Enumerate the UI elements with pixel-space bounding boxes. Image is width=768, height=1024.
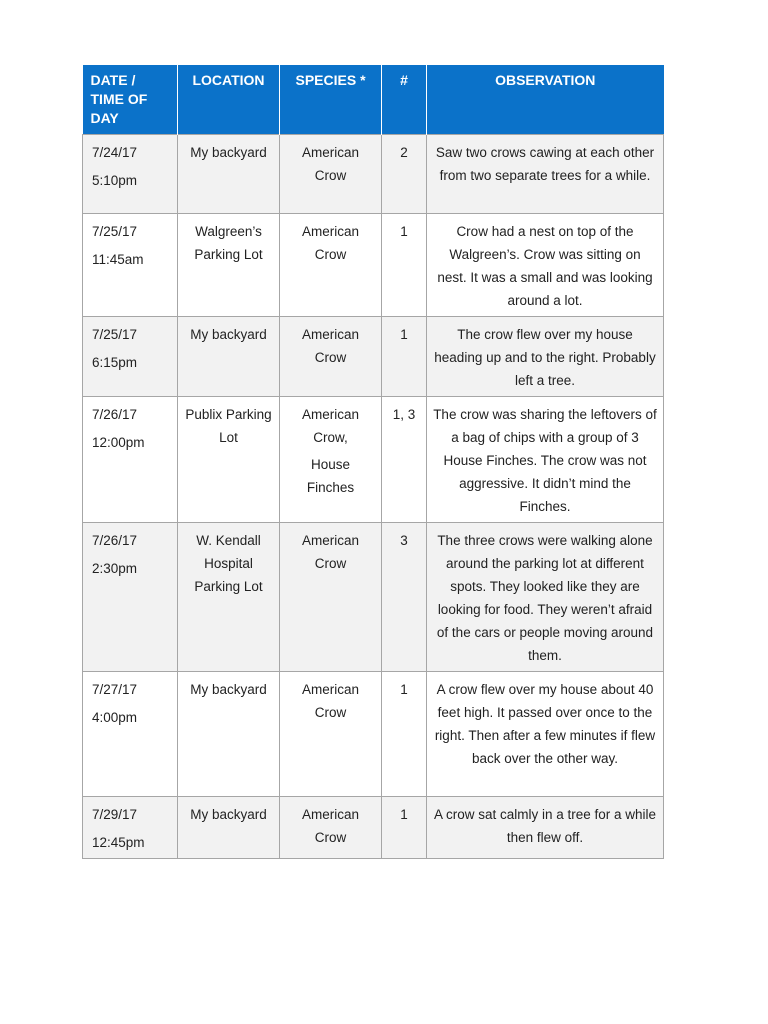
header-row — [83, 65, 664, 135]
time-text: 4:00pm — [92, 710, 138, 725]
species-cell — [280, 672, 382, 797]
time-text: 12:00pm — [92, 435, 145, 450]
date-text: 7/25/17 — [92, 224, 138, 239]
species-cell — [280, 397, 382, 523]
time-text: 11:45am — [92, 252, 144, 267]
date-time-cell — [83, 135, 178, 214]
date-text: 7/26/17 — [92, 533, 138, 548]
table-header — [83, 65, 664, 135]
observation-cell: Crow had a nest on top of the Walgreen’s. Crow was sitting on nest. It was a small and was looking around a lot. — [427, 214, 664, 317]
location-cell: Walgreen’s Parking Lot — [178, 214, 280, 317]
species-cell — [280, 317, 382, 397]
time-text: 12:45pm — [92, 835, 145, 850]
location-cell: My backyard — [178, 672, 280, 797]
date-time-cell — [83, 317, 178, 397]
table-row — [83, 317, 664, 397]
count-cell: 1 — [382, 214, 427, 317]
header-species: SPECIES * — [280, 65, 382, 135]
date-time-cell — [83, 672, 178, 797]
date-time-cell — [83, 397, 178, 523]
species-text: American Crow — [301, 145, 360, 183]
count-cell: 1 — [382, 317, 427, 397]
species-text: American Crow — [301, 224, 360, 262]
table-row — [83, 135, 664, 214]
time-text: 6:15pm — [92, 355, 138, 370]
date-time-cell — [83, 523, 178, 672]
date-text: 7/24/17 — [92, 145, 138, 160]
observation-cell: The crow was sharing the leftovers of a bag of chips with a group of 3 House Finches. The crow was not aggressive. It didn’t mind the Finches. — [427, 397, 664, 523]
species-text: American Crow — [301, 682, 360, 720]
species-text: House Finches — [306, 457, 355, 495]
observation-cell: Saw two crows cawing at each other from two separate trees for a while. — [427, 135, 664, 214]
observation-cell: A crow sat calmly in a tree for a while then flew off. — [427, 797, 664, 859]
date-text: 7/27/17 — [92, 682, 138, 697]
header-date-line-1: DATE / — [90, 72, 136, 88]
date-time-cell — [83, 797, 178, 859]
species-text: American Crow, — [301, 407, 360, 445]
observation-cell: The three crows were walking alone around the parking lot at different spots. They looked like they are looking for food. They weren’t afraid of the cars or people moving around them. — [427, 523, 664, 672]
table-row — [83, 214, 664, 317]
observation-cell: The crow flew over my house heading up and to the right. Probably left a tree. — [427, 317, 664, 397]
table-row — [83, 523, 664, 672]
location-cell: My backyard — [178, 317, 280, 397]
date-text: 7/26/17 — [92, 407, 138, 422]
species-text: American Crow — [301, 327, 360, 365]
header-count: # — [382, 65, 427, 135]
species-cell — [280, 135, 382, 214]
date-text: 7/25/17 — [92, 327, 138, 342]
count-cell: 1 — [382, 797, 427, 859]
header-date-line-2: TIME OF — [90, 91, 148, 107]
header-date-time — [83, 65, 178, 135]
observation-table — [82, 65, 664, 859]
count-cell: 1 — [382, 672, 427, 797]
count-cell: 2 — [382, 135, 427, 214]
observation-cell: A crow flew over my house about 40 feet high. It passed over once to the right. Then after a few minutes if flew back over the other way. — [427, 672, 664, 797]
location-cell: Publix Parking Lot — [178, 397, 280, 523]
header-location: LOCATION — [178, 65, 280, 135]
table-row — [83, 397, 664, 523]
date-text: 7/29/17 — [92, 807, 138, 822]
species-text: American Crow — [301, 807, 360, 845]
count-cell: 3 — [382, 523, 427, 672]
species-cell — [280, 214, 382, 317]
location-cell: W. Kendall Hospital Parking Lot — [178, 523, 280, 672]
species-cell — [280, 797, 382, 859]
species-text: American Crow — [301, 533, 360, 571]
table-row — [83, 797, 664, 859]
table-row — [83, 672, 664, 797]
header-date-line-3: DAY — [90, 110, 119, 126]
location-cell: My backyard — [178, 797, 280, 859]
species-cell — [280, 523, 382, 672]
count-cell: 1, 3 — [382, 397, 427, 523]
time-text: 5:10pm — [92, 173, 138, 188]
location-cell: My backyard — [178, 135, 280, 214]
date-time-cell — [83, 214, 178, 317]
time-text: 2:30pm — [92, 561, 138, 576]
table-body — [83, 135, 664, 859]
header-observation: OBSERVATION — [427, 65, 664, 135]
